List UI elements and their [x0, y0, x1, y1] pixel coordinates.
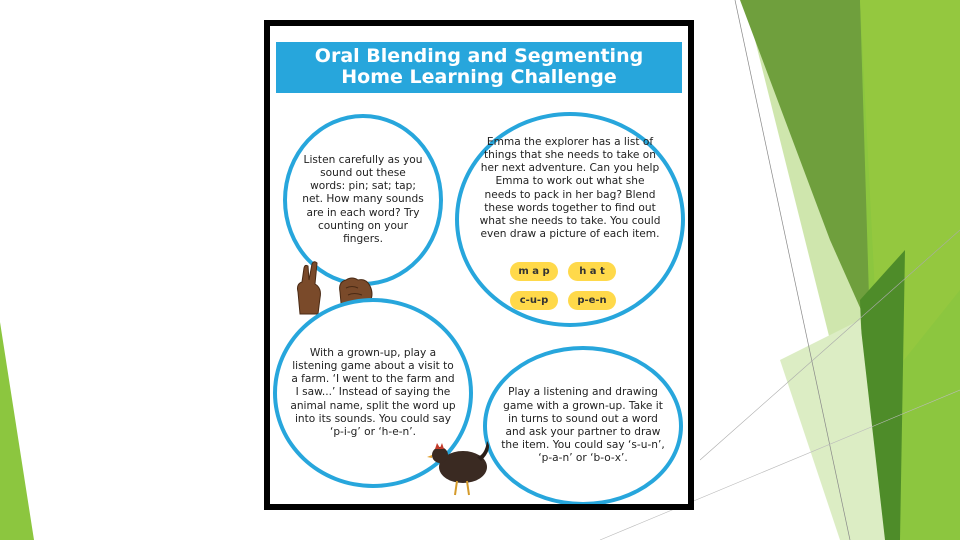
worksheet-page [270, 26, 688, 504]
right-dark-green-facet [740, 0, 870, 330]
peace-hand-icon [298, 262, 321, 314]
worksheet-image [264, 20, 694, 510]
left-green-triangle [0, 322, 34, 540]
bubble-text: With a grown-up, play a listening game about a visit to a farm. ‘I went to the farm and I saw...’ Instead of saying the animal name, split the word up into its sounds. You could say ‘p-i-g’ or ‘h-e-n’. [290, 346, 456, 438]
word-pill: m a p [510, 262, 558, 281]
word-pills [510, 262, 620, 322]
bubble-drawing-game [483, 346, 683, 504]
title-line-2: Home Learning Challenge [341, 66, 617, 88]
word-pill: c-u-p [510, 291, 558, 310]
bubble-text: Emma the explorer has a list of things that she needs to take on her next adventure. Can you help Emma to work out what she needs to pack in her bag? Blend these words together to find out what she needs to take. You could even draw a picture of each item. [479, 135, 661, 241]
hen-icon [425, 431, 495, 501]
title-line-1: Oral Blending and Segmenting [314, 45, 644, 67]
bubble-text: Play a listening and drawing game with a grown-up. Take it in turns to sound out a word and ask your partner to draw the item. You could say ‘s-u-n’, ‘p-a-n’ or ‘b-o-x’. [501, 386, 665, 465]
worksheet-title [270, 46, 688, 88]
word-pill: h a t [568, 262, 616, 281]
bubble-text: Listen carefully as you sound out these words: pin; sat; tap; net. How many sounds are in each word? Try counting on your fingers. [302, 153, 424, 245]
title-banner [270, 26, 688, 96]
word-pill: p-e-n [568, 291, 616, 310]
